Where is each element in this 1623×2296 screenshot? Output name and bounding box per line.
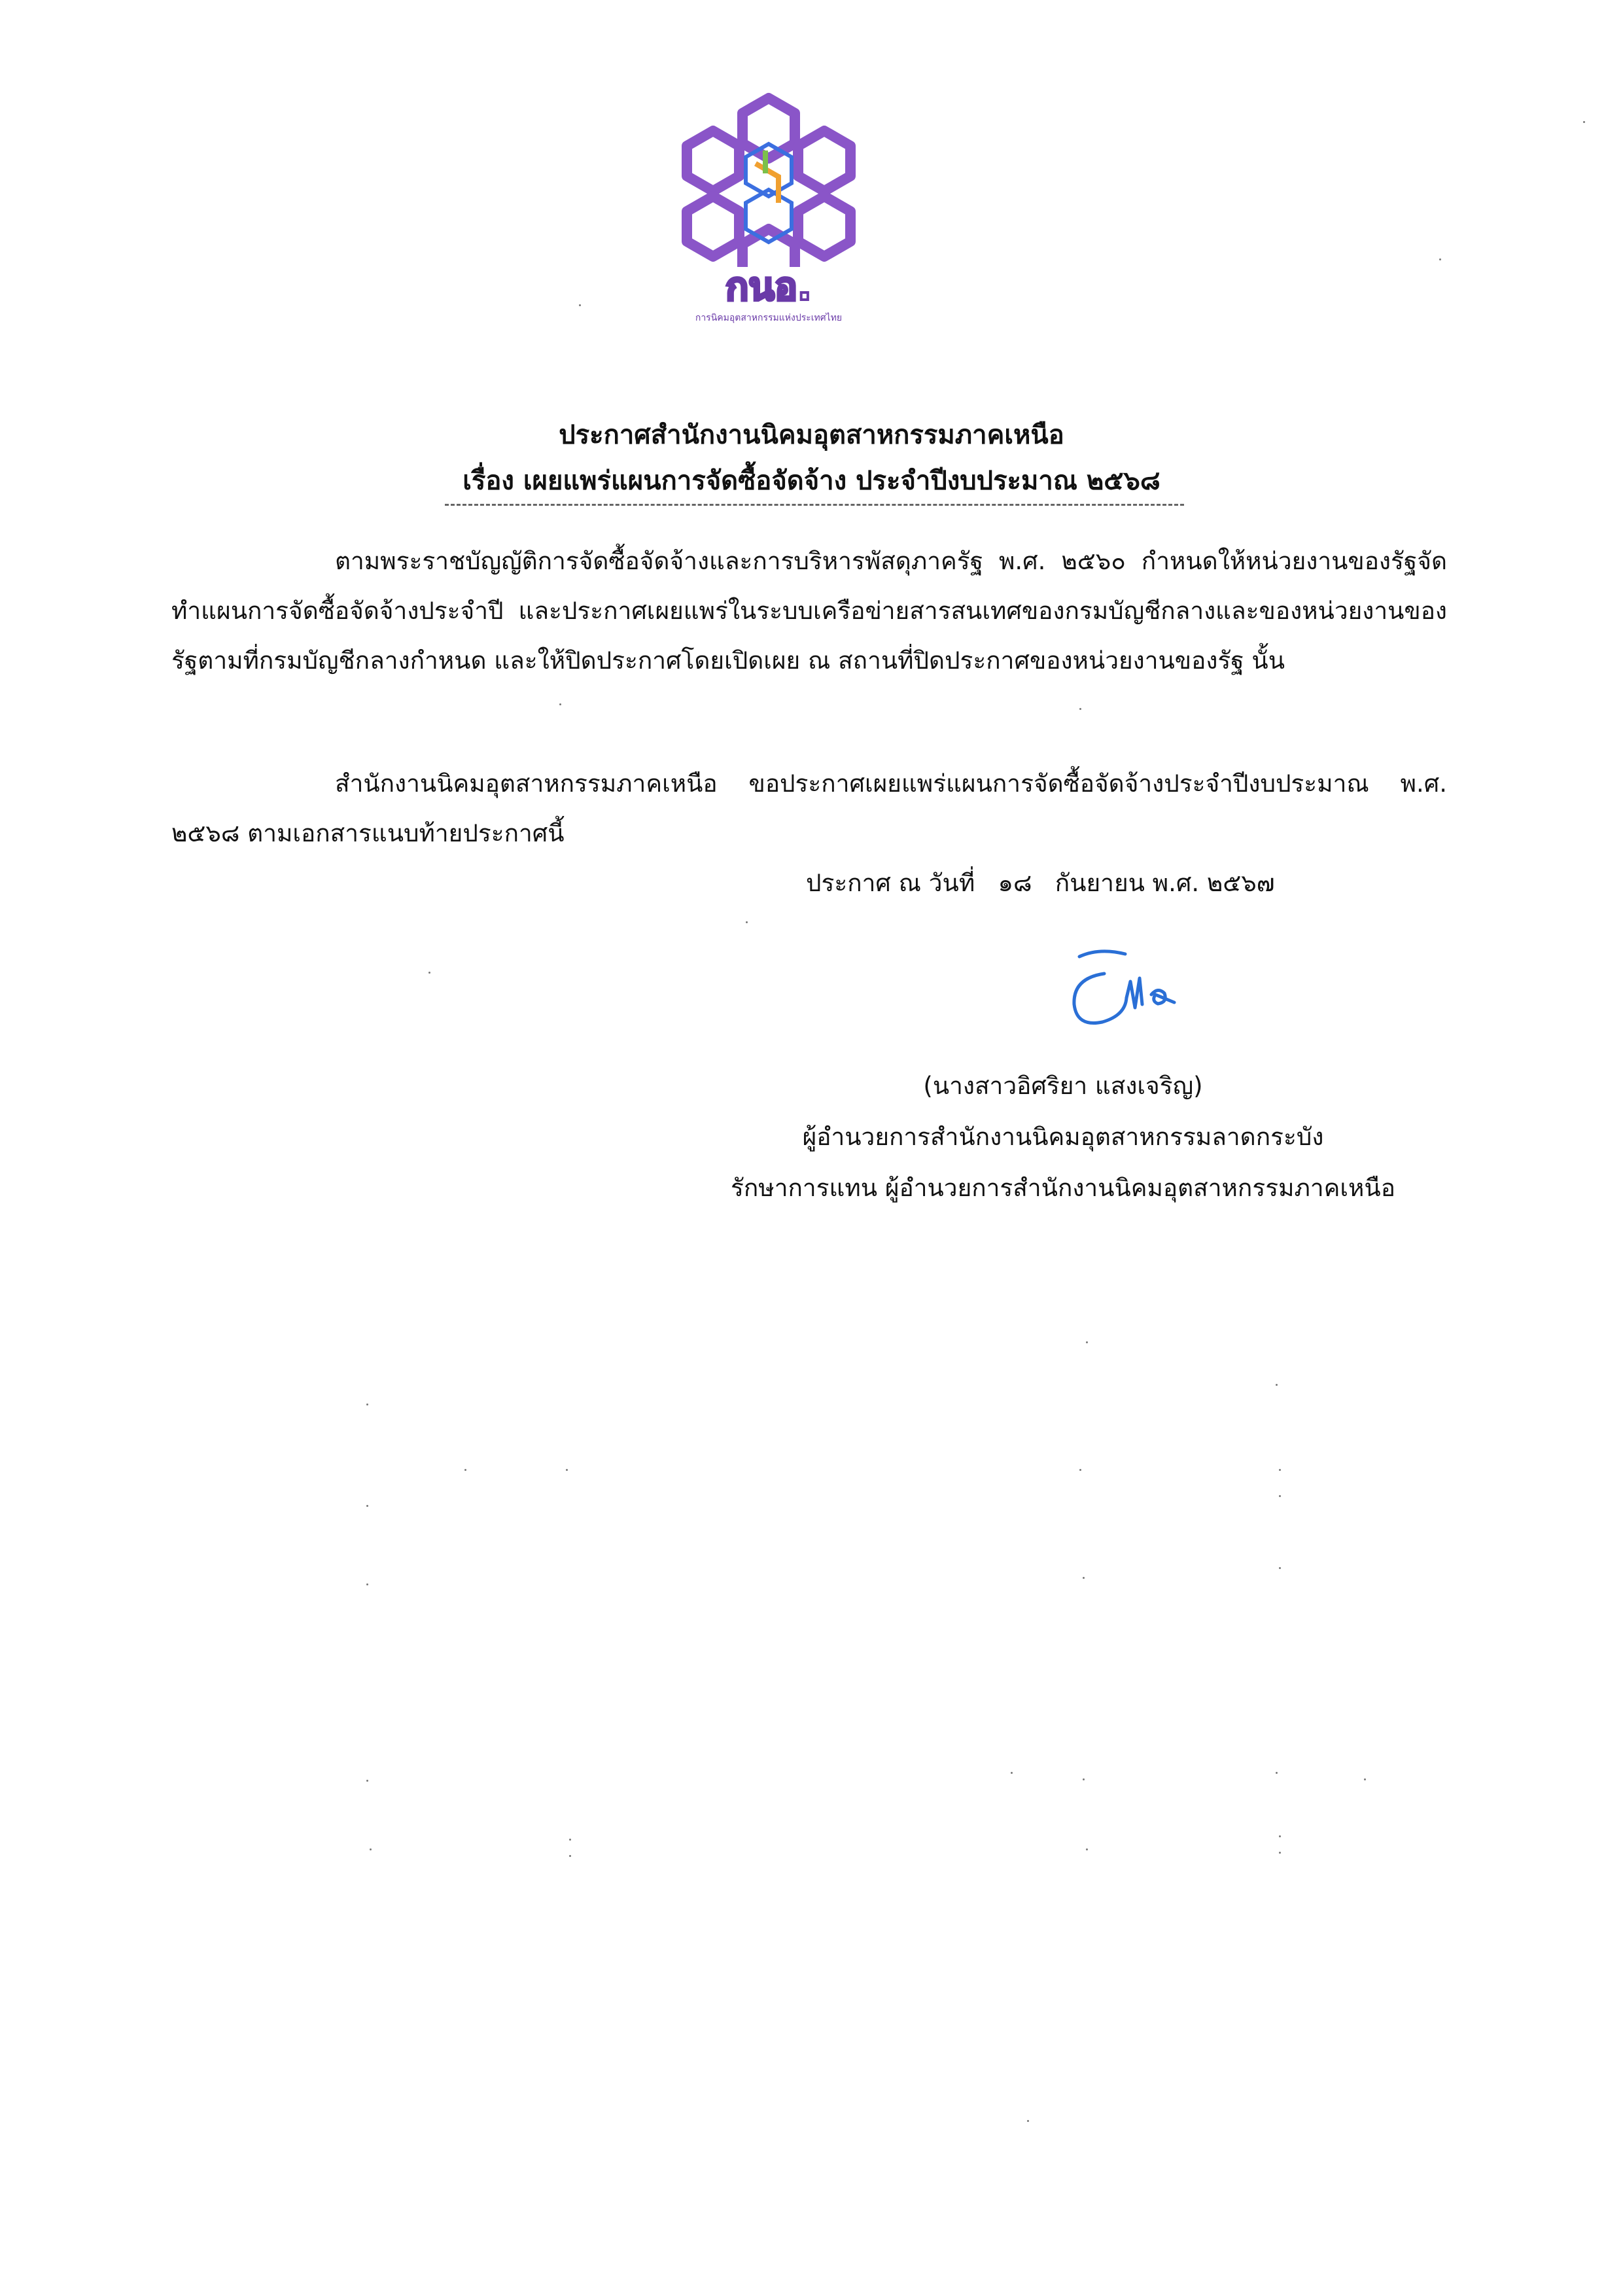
scan-speck: [1079, 1469, 1081, 1471]
announcement-title: ประกาศสำนักงานนิคมอุตสาหกรรมภาคเหนือ: [559, 420, 1064, 450]
scan-speck: [746, 921, 748, 923]
scan-speck: [1276, 1384, 1278, 1386]
scan-speck: [579, 304, 581, 306]
scan-speck: [366, 1583, 368, 1585]
scan-speck: [566, 1469, 568, 1471]
scan-speck: [1083, 1778, 1085, 1780]
scan-speck: [1279, 1835, 1281, 1837]
scan-speck: [1279, 1495, 1281, 1497]
scan-speck: [366, 1505, 368, 1507]
scan-speck: [366, 1780, 368, 1782]
scan-speck: [366, 1404, 368, 1405]
scan-speck: [1011, 1772, 1013, 1774]
handwritten-signature: [1053, 942, 1204, 1040]
scan-speck: [569, 1839, 571, 1841]
scan-speck: [1439, 258, 1441, 260]
logo-text: กนอ.: [725, 264, 812, 309]
scan-speck: [1079, 708, 1081, 710]
scan-speck: [1086, 1848, 1088, 1850]
scan-speck: [569, 1855, 571, 1857]
scan-speck: [428, 972, 430, 974]
scan-speck: [464, 1469, 466, 1471]
signer-name: (นางสาวอิศริยา แสงเจริญ): [923, 1072, 1203, 1100]
ieat-logo: [674, 92, 864, 327]
logo-subtitle: การนิคมอุตสาหกรรมแห่งประเทศไทย: [695, 313, 843, 323]
scan-speck: [1086, 1341, 1088, 1343]
body-paragraph-2: สำนักงานนิคมอุตสาหกรรมภาคเหนือ ขอประกาศเผยแพร่แผนการจัดซื้อจัดจ้างประจำปีงบประมาณ พ.ศ. ๒๕๖๘ ตามเอกสารแนบท้ายประกาศนี้: [171, 769, 1447, 847]
scan-speck: [1083, 1577, 1085, 1579]
signer-acting-position: รักษาการแทน ผู้อำนวยการสำนักงานนิคมอุตสาหกรรมภาคเหนือ: [731, 1174, 1395, 1202]
signer-position: ผู้อำนวยการสำนักงานนิคมอุตสาหกรรมลาดกระบัง: [802, 1123, 1324, 1151]
scan-speck: [1279, 1469, 1281, 1471]
scan-speck: [559, 703, 561, 705]
scan-speck: [1279, 1852, 1281, 1854]
scan-speck: [1279, 1567, 1281, 1569]
body-paragraph-1: ตามพระราชบัญญัติการจัดซื้อจัดจ้างและการบริหารพัสดุภาครัฐ พ.ศ. ๒๕๖๐ กำหนดให้หน่วยงานของรัฐจัดทำแผนการจัดซื้อจัดจ้างประจำปี และประกาศเผยแพร่ในระบบเครือข่ายสารสนเทศของกรมบัญชีกลางและของหน่วยงานของรัฐตามที่กรมบัญชีกลางกำหนด และให้ปิดประกาศโดยเปิดเผย ณ สถานที่ปิดประกาศของหน่วยงานของรัฐ นั้น: [171, 547, 1447, 675]
scan-speck: [1027, 2120, 1029, 2122]
signature-icon: [1053, 942, 1204, 1040]
scan-speck: [1364, 1778, 1366, 1780]
dashed-divider: [445, 504, 1184, 506]
scan-speck: [370, 1848, 372, 1850]
announcement-date: ประกาศ ณ วันที่ ๑๘ กันยายน พ.ศ. ๒๕๖๗: [806, 869, 1275, 897]
announcement-subject: เรื่อง เผยแพร่แผนการจัดซื้อจัดจ้าง ประจำปีงบประมาณ ๒๕๖๘: [462, 466, 1161, 496]
ieat-logo-icon: [674, 92, 864, 327]
scan-speck: [1276, 1772, 1278, 1774]
scan-speck: [1583, 121, 1585, 123]
